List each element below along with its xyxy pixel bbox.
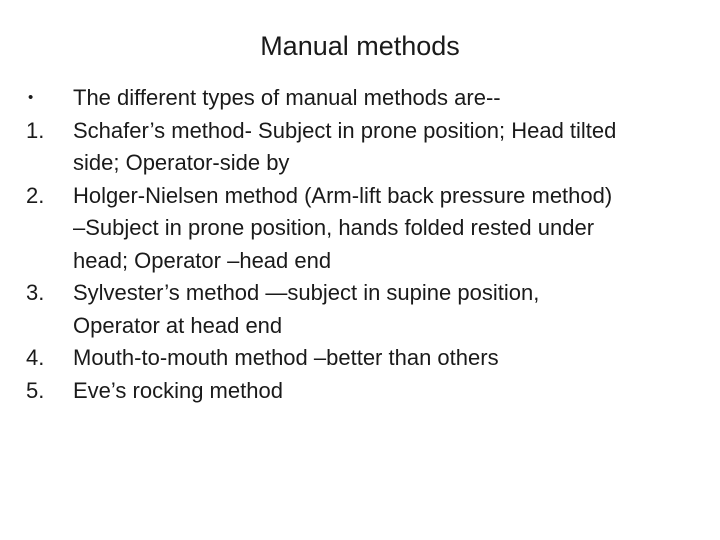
list-item-text bbox=[73, 342, 716, 375]
list-item-line: Mouth-to-mouth method –better than others bbox=[73, 345, 499, 370]
list-item-line: head; Operator –head end bbox=[73, 247, 332, 273]
list-number: 2. bbox=[26, 182, 45, 208]
list-item-4 bbox=[26, 342, 716, 375]
list-item-line: side; Operator-side by bbox=[73, 150, 290, 175]
list-item-line: –Subject in prone position, hands folded rested under bbox=[73, 215, 595, 240]
list-item-3 bbox=[26, 277, 716, 342]
list-item-line: Holger-Nielsen method (Arm-lift back pressure method) bbox=[73, 182, 613, 208]
list-item-2 bbox=[26, 180, 716, 278]
list-item-text bbox=[73, 115, 716, 180]
bullet-marker: • bbox=[28, 89, 34, 106]
slide-title: Manual methods bbox=[260, 31, 460, 61]
list-number: 1. bbox=[26, 117, 45, 143]
list-number: 4. bbox=[26, 345, 45, 370]
list-item-text bbox=[73, 180, 716, 278]
list-number: 5. bbox=[26, 377, 45, 403]
intro-text: The different types of manual methods are-- bbox=[73, 85, 501, 110]
list-item-line: Sylvester’s method —subject in supine position, bbox=[73, 280, 540, 305]
intro-bullet bbox=[26, 82, 716, 115]
list-item-1 bbox=[26, 115, 716, 180]
list-item-line: Schafer’s method- Subject in prone position; Head tilted bbox=[73, 117, 617, 143]
bullet-list bbox=[26, 82, 716, 407]
list-item-text bbox=[73, 375, 716, 408]
list-item-line: Eve’s rocking method bbox=[73, 377, 283, 403]
list-number: 3. bbox=[26, 280, 45, 305]
list-item-line: Operator at head end bbox=[73, 312, 283, 338]
list-item-5 bbox=[26, 375, 716, 408]
list-item-text bbox=[73, 277, 716, 342]
